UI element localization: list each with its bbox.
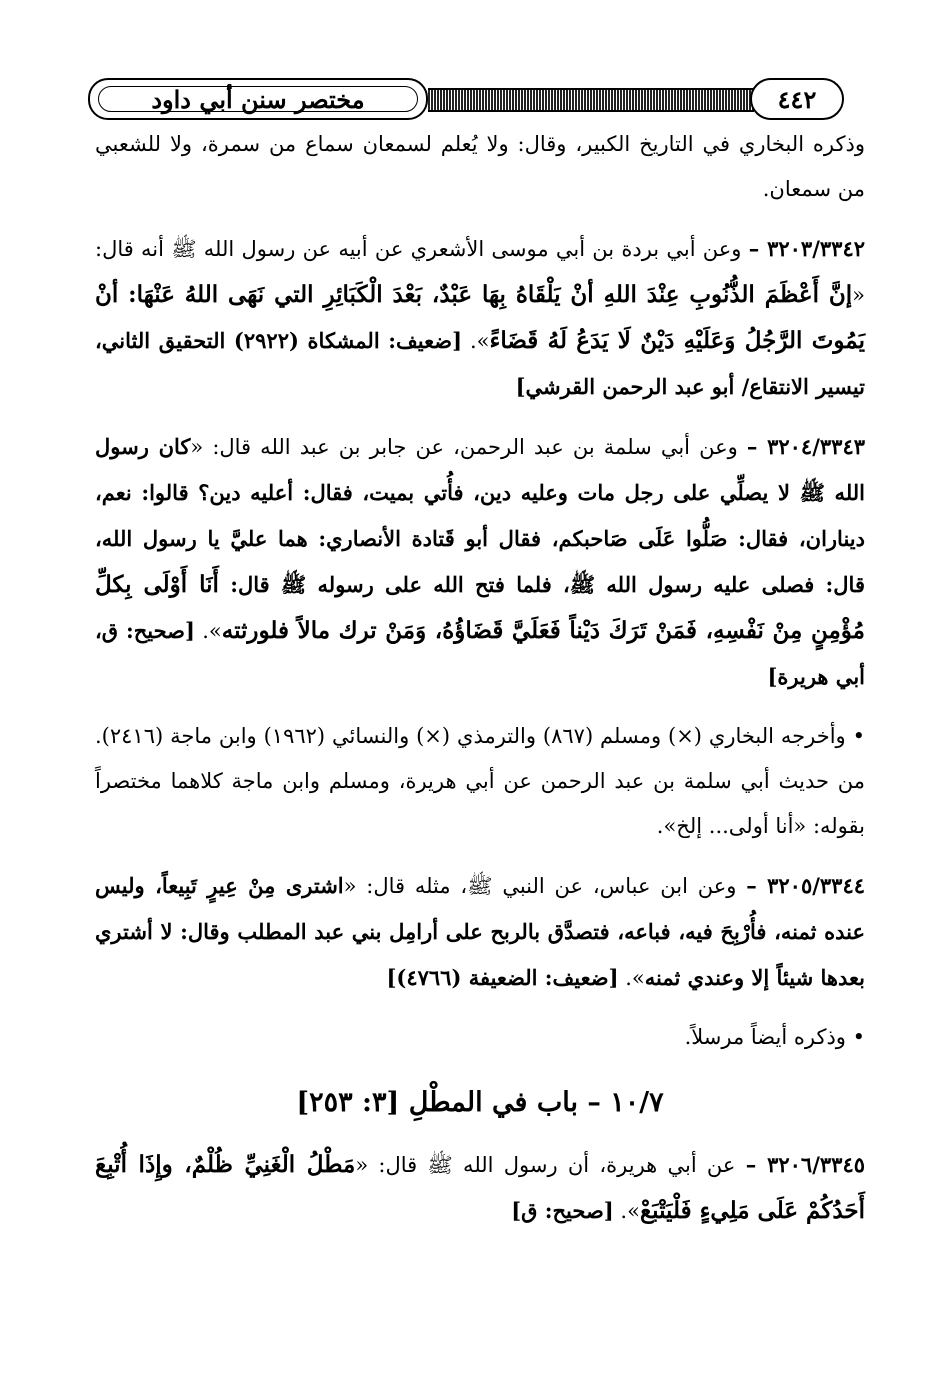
hadith-grade: [ضعيف: المشكاة (٢٩٢٢) التحقيق الثاني، تيسير الانتقاع/ أبو عبد الرحمن القرشي] — [95, 328, 865, 399]
paragraph-intro — [95, 122, 865, 212]
hadith-number: ٣٢٠٥/٣٣٤٤ – — [746, 873, 866, 898]
hadith-close: ». — [470, 329, 490, 353]
hadith-intro: وعن أبي بردة بن أبي موسى الأشعري عن أبيه عن رسول الله ﷺ أنه قال: « — [95, 237, 865, 307]
hadith-3342 — [95, 226, 865, 410]
hadith-3345 — [95, 1142, 865, 1234]
note-text: • وأخرجه البخاري (×) ومسلم (٨٦٧) والترمذي (×) والنسائي (١٩٦٢) وابن ماجة (٢٤١٦). من حديث أبي سلمة بن عبد الرحمن عن أبي هريرة، ومسلم وابن ماجة كلاهما مختصراً بقوله: «أنا أولى... إلخ». — [95, 724, 865, 838]
note-3343 — [95, 714, 865, 849]
page-number-box — [750, 78, 844, 120]
hadith-grade: [صحيح: ق] — [511, 1198, 614, 1223]
hadith-intro: وعن ابن عباس، عن النبي ﷺ، مثله قال: « — [343, 874, 737, 898]
hadith-number: ٣٢٠٤/٣٣٤٣ – — [746, 434, 865, 459]
hadith-3344 — [95, 863, 865, 1001]
hadith-text: اشترى مِنْ عِيرٍ تَبِيعاً، وليس عنده ثمنه، فأُرْبِحَ فيه، فباعه، فتصدَّق بالربح على أرامِل بني عبد المطلب وقال: لا أشتري بعدها شيئاً إلا وعندي ثمنه — [95, 873, 865, 990]
hadith-close: ». — [625, 966, 645, 990]
book-title-box — [88, 78, 428, 120]
hadith-grade: [ضعيف: الضعيفة (٤٧٦٦)] — [386, 965, 619, 990]
hadith-quote: إنَّ أَعْظَمَ الذُّنُوبِ عِنْدَ اللهِ أنْ يَلْقَاهُ بِهَا عَبْدٌ، بَعْدَ الْكَبَائِرِ التي نَهَى اللهُ عَنْهَا: أنْ يَمُوتَ الرَّجُلُ وَعَلَيْهِ دَيْنٌ لَا يَدَعُ لَهُ قَضَاءً — [95, 281, 865, 354]
hadith-number: ٣٢٠٣/٣٣٤٢ – — [748, 236, 865, 261]
page-header — [88, 78, 864, 122]
paragraph-intro-text: وذكره البخاري في التاريخ الكبير، وقال: ولا يُعلم لسمعان سماع من سمرة، ولا للشعبي من سمعان. — [95, 132, 865, 201]
note-text: • وذكره أيضاً مرسلاً. — [684, 1025, 865, 1049]
hadith-intro: عن أبي هريرة، أن رسول الله ﷺ قال: « — [355, 1153, 736, 1177]
book-title: مختصر سنن أبي داود — [151, 84, 365, 114]
hadith-close: ». — [202, 619, 222, 643]
page-number: ٤٤٢ — [777, 84, 817, 114]
chapter-heading: ١٠/٧ – باب في المطْلِ [٣: ٢٥٣] — [296, 1087, 664, 1118]
hadith-number: ٣٢٠٦/٣٣٤٥ – — [745, 1152, 865, 1177]
book-title-frame — [98, 86, 418, 112]
header-rule — [428, 88, 754, 112]
page-body — [95, 122, 865, 1248]
hadith-grade: [صحيح: ق، أبي هريرة] — [95, 618, 865, 689]
hadith-text: كان رسول الله ﷺ لا يصلِّي على رجل مات وعليه دين، فأُتي بميت، فقال: أعليه دين؟ قالوا: نعم، ديناران، فقال: صَلُّوا عَلَى صَاحبكم، فقال أبو قَتادة الأنصاري: هما عليَّ يا رسول الله، قال: فصلى عليه رسول الله ﷺ، فلما فتح الله على رسوله ﷺ قال: — [95, 434, 865, 597]
hadith-3343 — [95, 424, 865, 700]
hadith-intro: وعن أبي سلمة بن عبد الرحمن، عن جابر بن عبد الله قال: « — [190, 435, 738, 459]
note-3344 — [95, 1015, 865, 1060]
hadith-quote: مَطْلُ الْغَنِيِّ ظُلْمٌ، وإِذَا أُتْبِعَ أَحَدُكُمْ عَلَى مَلِيءٍ فَلْيَتْبَعْ — [95, 1151, 865, 1224]
hadith-close: ». — [620, 1199, 640, 1223]
hadith-quote: أَنَا أَوْلَى بِكلِّ مُؤْمِنٍ مِنْ نَفْسِهِ، فَمَنْ تَرَكَ دَيْناً فَعَلَيَّ قَضَاؤُهُ، وَمَنْ ترك مالاً فلورثته — [95, 571, 865, 644]
